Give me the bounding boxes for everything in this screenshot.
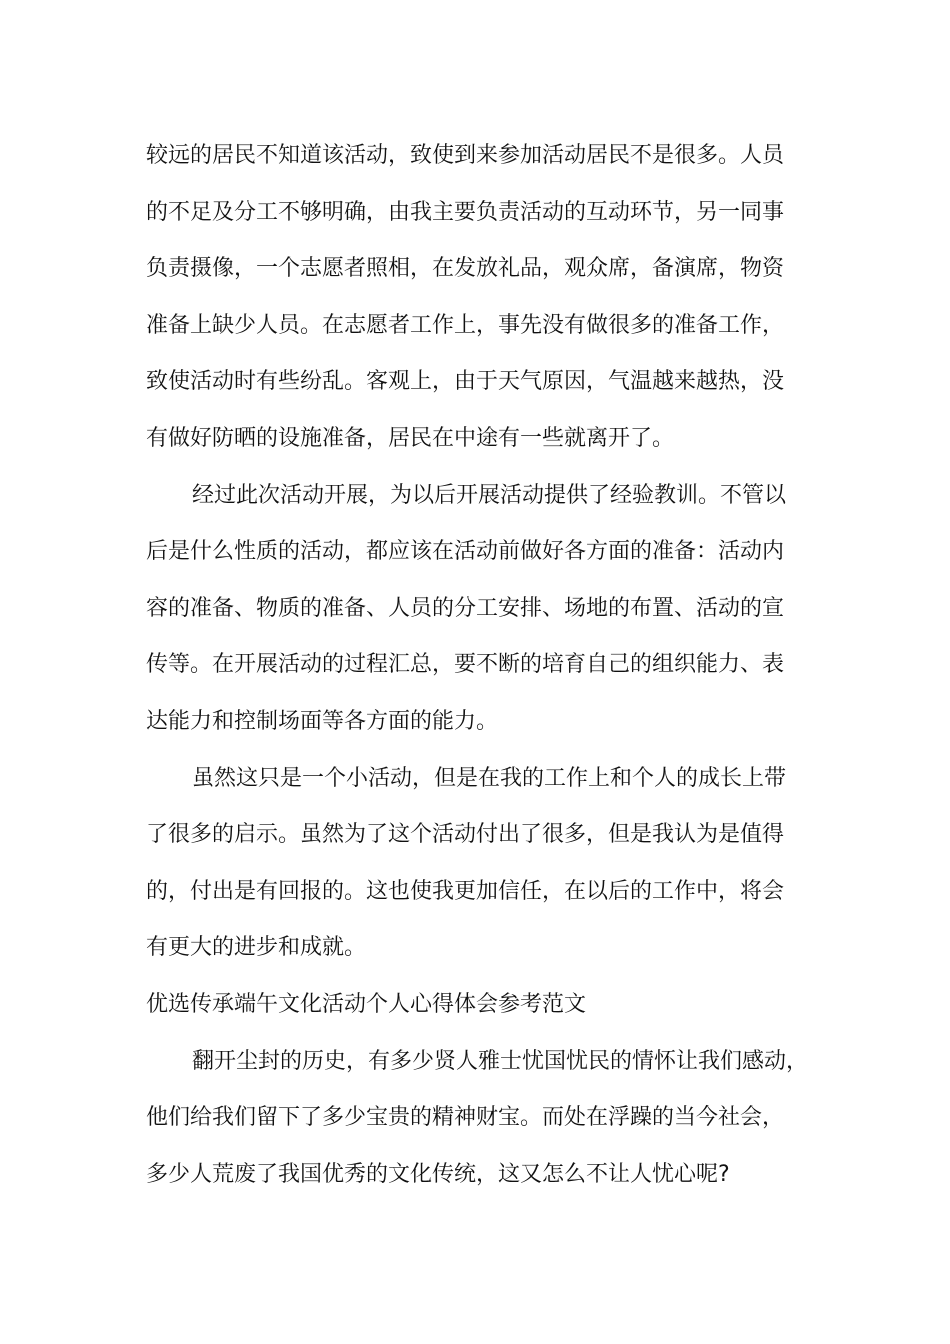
text-line: 了很多的启示。虽然为了这个活动付出了很多，但是我认为是值得 [146,822,785,848]
text-line: 多少人荒废了我国优秀的文化传统，这又怎么不让人忧心呢? [146,1161,730,1187]
paragraph-start-line: 虽然这只是一个小活动，但是在我的工作上和个人的成长上带 [192,765,787,791]
text-line: 的不足及分工不够明确，由我主要负责活动的互动环节，另一同事 [146,199,785,225]
paragraph-start-line: 经过此次活动开展，为以后开展活动提供了经验教训。不管以 [192,482,787,508]
section-title: 优选传承端午文化活动个人心得体会参考范文 [146,991,587,1017]
text-line: 负责摄像，一个志愿者照相，在发放礼品，观众席，备演席，物资 [146,256,785,282]
text-line: 传等。在开展活动的过程汇总，要不断的培育自己的组织能力、表 [146,652,785,678]
text-line: 容的准备、物质的准备、人员的分工安排、场地的布置、活动的宣 [146,595,785,621]
text-line: 较远的居民不知道该活动，致使到来参加活动居民不是很多。人员 [146,143,785,168]
paragraph-start-line: 翻开尘封的历史，有多少贤人雅士忧国忧民的情怀让我们感动， [192,1048,809,1074]
text-line: 有做好防晒的设施准备，居民在中途有一些就离开了。 [146,425,675,451]
text-line: 准备上缺少人员。在志愿者工作上，事先没有做很多的准备工作， [146,312,785,338]
document-body [146,128,836,1203]
text-line: 后是什么性质的活动，都应该在活动前做好各方面的准备：活动内 [146,539,785,565]
text-line: 达能力和控制场面等各方面的能力。 [146,708,499,734]
text-line: 他们给我们留下了多少宝贵的精神财宝。而处在浮躁的当今社会， [146,1105,785,1131]
text-line: 的，付出是有回报的。这也使我更加信任，在以后的工作中，将会 [146,878,785,904]
text-line: 致使活动时有些纷乱。客观上，由于天气原因，气温越来越热，没 [146,369,785,395]
text-line: 有更大的进步和成就。 [146,935,367,961]
